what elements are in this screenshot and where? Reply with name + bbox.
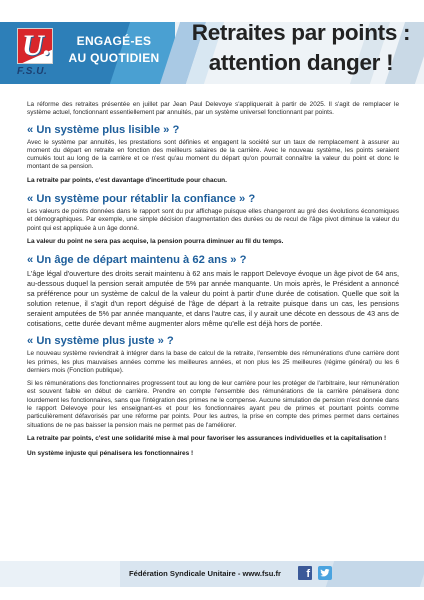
twitter-icon[interactable] — [318, 566, 332, 580]
section-conclusion-confiance: La valeur du point ne sera pas acquise, la pension pourra diminuer au fil du temps. — [27, 237, 284, 245]
section-heading-confiance: « Un système pour rétablir la confiance » ? — [27, 193, 256, 206]
section-body-age: L'âge légal d'ouverture des droits serait maintenu à 62 ans mais le rapport Delevoye évoque un âge pivot de 64 ans, au-dessous duquel la pension serait amputée de 5% par année manquante. Un mois après, le Président a annoncé sa préférence pour un système de calcul de la valeur du point à partir d'une durée de cotisation. Quelle que soit la solution retenue, il s'agit d'un report déguisé de l'âge de départ à la retraite puisque dans un cas, les pensions seraient amputées de 5% par année manquante, et dans l'autre cas, il y aurait une décote en dessous de 43 ans de cotisations, cette durée devant même augmenter alors même qu'elle est déjà hors de portée. — [27, 269, 399, 329]
section-conclusion2-juste: Un système injuste qui pénalisera les fonctionnaires ! — [27, 450, 194, 458]
section-heading-age: « Un âge de départ maintenu à 62 ans » ? — [27, 254, 247, 267]
section-body-lisible: Avec le système par annuités, les prestations sont définies et engagent la société sur un taux de remplacement à assurer au moment du départ en retraite en fonction des meilleurs salaires de la carrière. Avec le nouveau système, les points seraient cumulés tout au long de la carrière et ce n'est qu'au moment du départ qu'on pourrait connaître la valeur du point et donc le montant de sa pension. — [27, 138, 399, 171]
logo-org: F.S.U. — [17, 66, 48, 77]
article-body — [27, 101, 399, 466]
logo-mark: U. — [22, 29, 52, 62]
section-heading-juste: « Un système plus juste » ? — [27, 335, 174, 348]
section-conclusion-lisible: La retraite par points, c'est davantage d'incertitude pour chacun. — [27, 176, 227, 184]
section-conclusion-juste: La retraite par points, c'est une solidarité mise à mal pour favoriser les assurances individuelles et la capitalisation ! — [27, 434, 387, 442]
header — [0, 0, 424, 95]
section-body-confiance: Les valeurs de points données dans le rapport sont du pur affichage puisque elles changeront au gré des évolutions économiques et démographiques. Par exemple, une simple décision d'augmentation des durées ou de recul de l'âge pivot diminue la valeur du point qui est appliquée à un âge donné. — [27, 208, 399, 232]
title-line2: attention danger ! — [208, 50, 394, 75]
tagline-line1: ENGAGÉ-ES — [76, 34, 152, 48]
section-heading-lisible: « Un système plus lisible » ? — [27, 123, 180, 136]
title-line1: Retraites par points : — [191, 20, 411, 45]
facebook-icon[interactable]: f — [298, 566, 312, 580]
footer-text: Fédération Syndicale Unitaire - www.fsu.fr — [128, 569, 282, 578]
section-body-juste: Le nouveau système reviendrait à intégrer dans la base de calcul de la retraite, l'ensemble des rémunérations d'une carrière dont les primes, les plus mauvaises années comme les meilleures années, et non plus les 25 meilleures (régime général) ou les 6 derniers mois (Fonction publique). — [27, 350, 399, 374]
section-body2-juste: Si les rémunérations des fonctionnaires progressent tout au long de leur carrière pour les protéger de l'arbitraire, leur rémunération est souvent faible en début de carrière. Prendre en compte l'ensemble des rémunérations de la carrière pénalisera donc lourdement les fonctionnaires, sans que l'intégration des primes ne le compense. Aucune simulation de pension n'est donnée dans le rapport Delevoye pour les enseignant-es et pour les fonctionnaires ayant peu de primes et pourtant points comme particulièrement défavorisés par une réforme par points. Pour les autres, la prise en compte des primes permet dans certaines situations de ne pas baisser la pension mais ne permet pas de l'améliorer. — [27, 380, 399, 429]
fsu-logo — [17, 28, 53, 78]
page-title — [178, 18, 424, 78]
intro-paragraph: La réforme des retraites présentée en juillet par Jean Paul Delevoye s'appliquerait à partir de 2025. Il s'agit de remplacer le système actuel, fonctionnant essentiellement par annuités, par un système universel fonctionnant par points. — [27, 101, 399, 117]
footer — [0, 561, 424, 587]
tagline-line2: AU QUOTIDIEN — [68, 51, 160, 65]
twitter-bird-icon — [320, 568, 330, 578]
logo-square — [17, 28, 53, 64]
tagline — [64, 33, 164, 67]
